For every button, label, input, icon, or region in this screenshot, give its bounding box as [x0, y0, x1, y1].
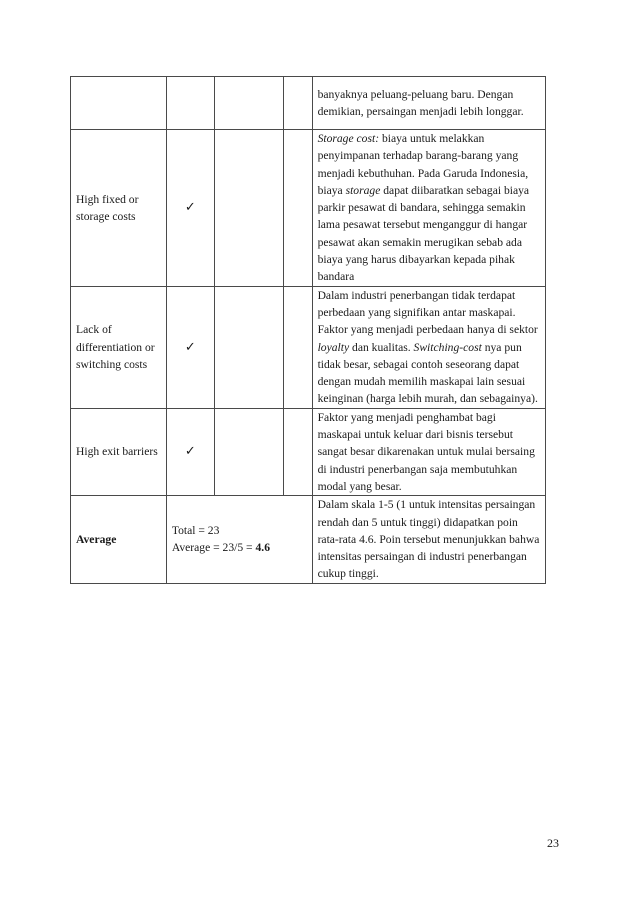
table-row — [71, 286, 546, 408]
description-text: dan kualitas. — [349, 340, 414, 354]
average-line — [172, 539, 307, 556]
checkmark-icon: ✓ — [166, 130, 214, 287]
score-cell — [166, 77, 214, 130]
factor-label: High exit barriers — [71, 408, 167, 495]
total-average-cell — [166, 496, 312, 583]
description-text: biaya untuk melakkan penyimpanan terhadap barang-barang yang menjadi kebuthuhan. Pada Garuda Indonesia, biaya — [317, 132, 529, 197]
table-row — [71, 77, 546, 130]
score-cell — [214, 130, 283, 287]
score-cell — [284, 286, 313, 408]
checkmark-icon: ✓ — [166, 286, 214, 408]
table-row — [71, 408, 546, 495]
score-cell — [284, 77, 313, 130]
italic-term: storage — [345, 183, 381, 197]
checkmark-icon: ✓ — [166, 408, 214, 495]
description-text: Dalam industri penerbangan tidak terdapat perbedaan yang signifikan antar maskapai. Faktor yang menjadi perbedaan hanya di sektor — [317, 288, 538, 337]
score-cell — [214, 77, 283, 130]
italic-term: Switching-cost — [413, 340, 482, 354]
description-cell: Faktor yang menjadi penghambat bagi maskapai untuk keluar dari bisnis tersebut sangat besar dikarenakan untuk mulai bersaing di industri penerbangan saja membutuhkan modal yang besar. — [312, 408, 545, 495]
five-forces-table — [70, 76, 546, 584]
score-cell — [284, 408, 313, 495]
description-text: nya pun tidak besar, sebagai contoh seseorang dapat dengan mudah memilih maskapai lain sesuai keinginan (harga lebih murah, dan sebagainya). — [317, 340, 538, 406]
italic-term: Storage cost: — [317, 132, 380, 145]
page-number: 23 — [547, 836, 559, 850]
score-cell — [214, 286, 283, 408]
description-text: dapat diibaratkan sebagai biaya parkir pesawat di bandara, sehingga semakin lama pesawat tersebut menganggur di hangar pesawat akan semakin merugikan sebab ada biaya yang harus dibayarkan kepada pihak bandara — [317, 183, 530, 284]
description-cell — [312, 130, 545, 287]
description-cell — [312, 286, 545, 408]
score-cell — [284, 130, 313, 287]
factor-cell — [71, 77, 167, 130]
table-row — [71, 130, 546, 287]
italic-term: loyalty — [317, 340, 350, 354]
factor-label: High fixed or storage costs — [71, 130, 167, 287]
description-cell: banyaknya peluang-peluang baru. Dengan demikian, persaingan menjadi lebih longgar. — [312, 77, 545, 130]
description-cell: Dalam skala 1-5 (1 untuk intensitas persaingan rendah dan 5 untuk tinggi) didapatkan poin rata-rata 4.6. Poin tersebut menunjukkan bahwa intensitas persaingan di industri penerbangan cukup tinggi. — [312, 496, 545, 583]
table-row — [71, 496, 546, 583]
factor-label: Lack of differentiation or switching costs — [71, 286, 167, 408]
average-label: Average — [71, 496, 167, 583]
total-line: Total = 23 — [171, 524, 220, 538]
score-cell — [214, 408, 283, 495]
average-prefix: Average = 23/5 = — [171, 541, 256, 555]
average-value: 4.6 — [255, 541, 270, 555]
